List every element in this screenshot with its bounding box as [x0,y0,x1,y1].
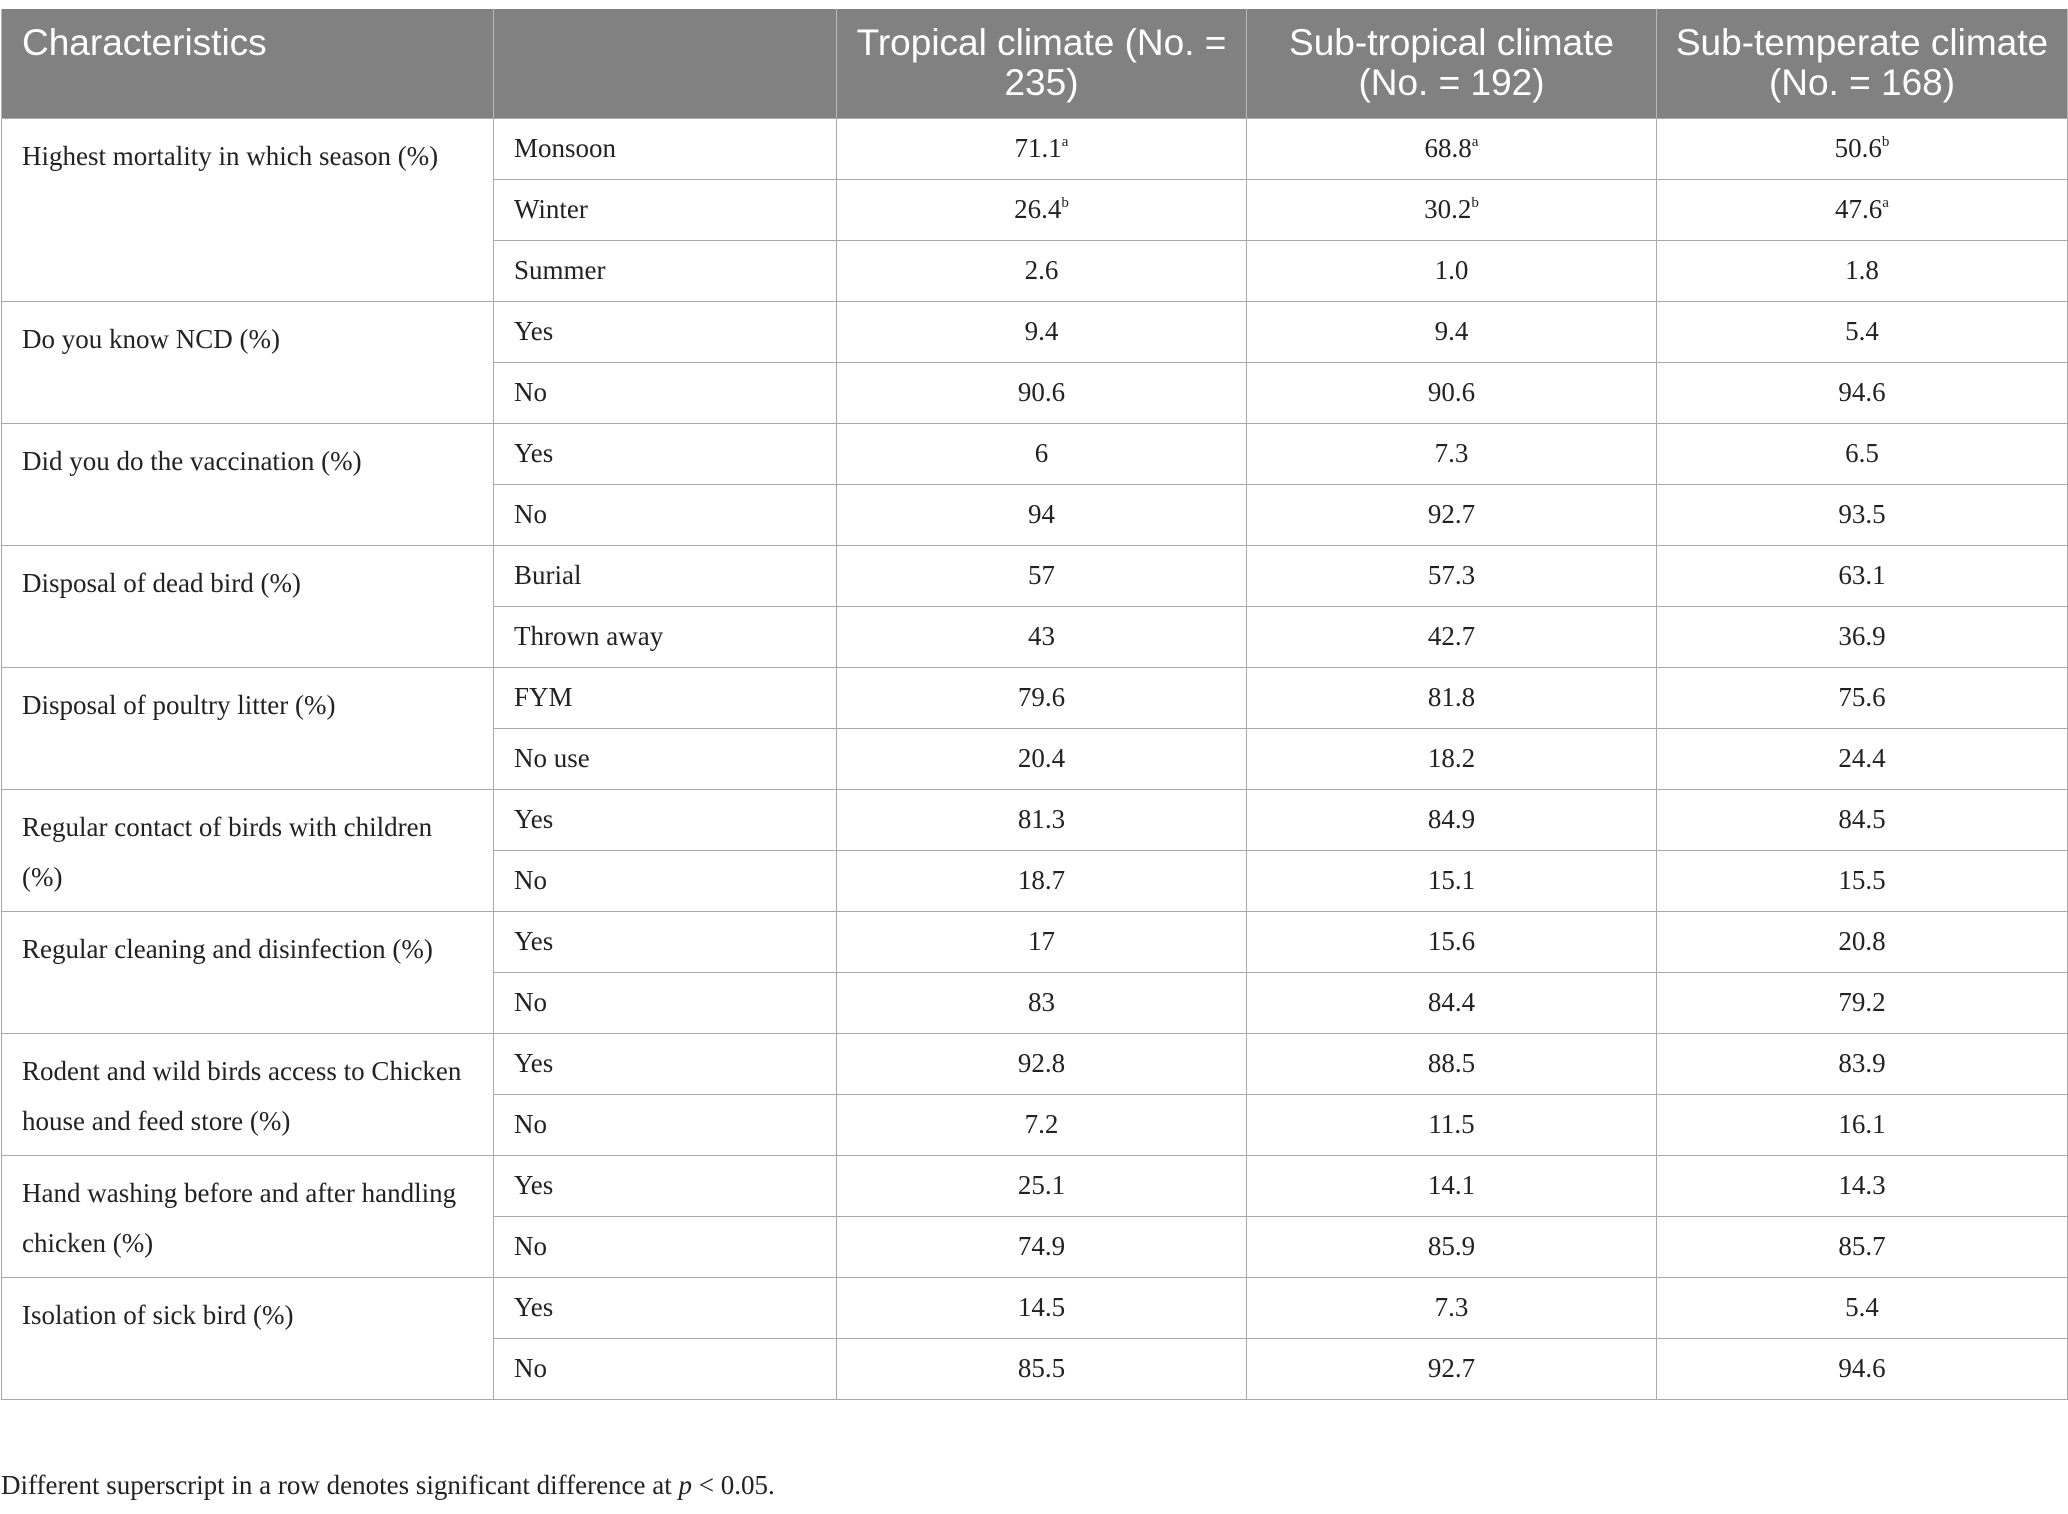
value-text: 90.6 [1427,377,1476,407]
table-row [2,1277,2068,1338]
option-cell: No [494,972,837,1033]
value-text: 79.2 [1838,987,1886,1017]
value-cell [837,545,1247,606]
value-cell [1247,423,1657,484]
table-row [2,667,2068,728]
value-text: 83 [1028,987,1055,1017]
value-cell [837,972,1247,1033]
value-cell [1657,1338,2068,1399]
value-text: 84.4 [1427,987,1476,1017]
option-cell: No [494,1094,837,1155]
value-cell [837,1033,1247,1094]
footnote-threshold: < 0.05. [692,1470,775,1500]
option-cell: Yes [494,423,837,484]
value-text: 92.8 [1017,1048,1066,1078]
value-cell [837,667,1247,728]
characteristic-cell: Disposal of dead bird (%) [2,545,494,667]
value-text: 42.7 [1427,621,1476,651]
option-cell: FYM [494,667,837,728]
value-cell [837,423,1247,484]
value-cell [837,789,1247,850]
table-row [2,118,2068,179]
characteristic-cell: Isolation of sick bird (%) [2,1277,494,1399]
value-cell [1657,972,2068,1033]
significance-superscript: b [1881,134,1890,150]
option-cell: Yes [494,911,837,972]
footnote [1,1470,775,1501]
option-cell: Monsoon [494,118,837,179]
value-cell [1657,240,2068,301]
value-text: 6 [1034,438,1049,468]
value-cell [1657,1033,2068,1094]
value-text: 15.6 [1427,926,1476,956]
table-body [2,118,2068,1399]
option-cell: Yes [494,1033,837,1094]
table-row [2,423,2068,484]
table-header [2,9,2068,118]
value-text: 94.6 [1838,1353,1886,1383]
option-cell: No [494,850,837,911]
value-text: 25.1 [1017,1170,1066,1200]
value-cell [837,1277,1247,1338]
value-text: 92.7 [1427,1353,1476,1383]
value-cell [1247,850,1657,911]
value-cell [1247,1033,1657,1094]
value-text: 90.6 [1017,377,1066,407]
value-text: 57 [1028,560,1055,590]
footnote-text: Different superscript in a row denotes significant difference at [1,1470,679,1500]
value-text: 81.8 [1427,682,1476,712]
footnote-p-value: p [678,1470,693,1500]
value-cell [1247,789,1657,850]
value-cell [1657,1216,2068,1277]
value-cell [1247,606,1657,667]
data-table [1,9,2068,1400]
option-cell: Thrown away [494,606,837,667]
value-cell [1657,118,2068,179]
option-cell: No [494,484,837,545]
value-text: 14.1 [1427,1170,1476,1200]
characteristic-cell: Regular contact of birds with children (%) [2,789,494,911]
value-cell [837,1216,1247,1277]
value-text: 7.3 [1434,1292,1469,1322]
value-cell [1657,1094,2068,1155]
value-cell [837,301,1247,362]
value-cell [1657,545,2068,606]
value-cell [1247,118,1657,179]
characteristic-cell: Do you know NCD (%) [2,301,494,423]
value-cell [1657,1277,2068,1338]
value-text: 5.4 [1845,316,1879,346]
value-text: 84.9 [1427,804,1476,834]
value-cell [1247,1338,1657,1399]
value-cell [837,179,1247,240]
value-text: 50.6 [1834,133,1882,163]
value-cell [1657,179,2068,240]
value-text: 24.4 [1838,743,1886,773]
value-text: 47.6 [1835,194,1883,224]
value-cell [837,240,1247,301]
value-cell [1247,911,1657,972]
value-text: 15.1 [1427,865,1476,895]
option-cell: Winter [494,179,837,240]
value-cell [1657,423,2068,484]
value-text: 43 [1028,621,1055,651]
characteristic-cell: Highest mortality in which season (%) [2,118,494,301]
option-cell: No [494,1338,837,1399]
value-text: 16.1 [1838,1109,1886,1139]
value-cell [1247,179,1657,240]
value-cell [837,606,1247,667]
value-text: 15.5 [1838,865,1886,895]
value-cell [837,850,1247,911]
characteristic-cell: Did you do the vaccination (%) [2,423,494,545]
option-cell: Summer [494,240,837,301]
value-cell [837,118,1247,179]
value-cell [837,911,1247,972]
option-cell: Yes [494,1277,837,1338]
value-text: 2.6 [1024,255,1059,285]
value-cell [1247,728,1657,789]
value-cell [1247,484,1657,545]
value-cell [1247,1155,1657,1216]
header-characteristics: Characteristics [2,9,494,118]
value-text: 74.9 [1017,1231,1066,1261]
value-cell [1657,606,2068,667]
value-text: 30.2 [1424,194,1472,224]
characteristic-cell: Hand washing before and after handling chicken (%) [2,1155,494,1277]
value-cell [837,728,1247,789]
value-text: 18.7 [1017,865,1066,895]
value-cell [837,1094,1247,1155]
option-cell: No [494,1216,837,1277]
value-cell [837,1338,1247,1399]
value-text: 7.2 [1024,1109,1059,1139]
option-cell: Yes [494,1155,837,1216]
header-option [494,9,837,118]
value-text: 68.8 [1424,133,1472,163]
value-text: 85.5 [1017,1353,1066,1383]
value-cell [837,484,1247,545]
value-cell [1657,789,2068,850]
option-cell: No use [494,728,837,789]
value-text: 75.6 [1838,682,1886,712]
value-cell [1247,1094,1657,1155]
significance-superscript: a [1882,195,1889,211]
value-text: 85.7 [1838,1231,1886,1261]
value-text: 20.4 [1017,743,1066,773]
value-text: 9.4 [1434,316,1469,346]
table-row [2,301,2068,362]
significance-superscript: a [1061,134,1069,150]
value-text: 1.8 [1845,255,1879,285]
value-text: 17 [1028,926,1055,956]
value-text: 81.3 [1017,804,1066,834]
characteristic-cell: Rodent and wild birds access to Chicken house and feed store (%) [2,1033,494,1155]
table-row [2,789,2068,850]
option-cell: No [494,362,837,423]
value-text: 6.5 [1845,438,1879,468]
value-cell [1657,850,2068,911]
value-text: 26.4 [1014,194,1062,224]
value-cell [1657,301,2068,362]
value-text: 11.5 [1428,1109,1475,1139]
value-text: 79.6 [1017,682,1066,712]
characteristic-cell: Disposal of poultry litter (%) [2,667,494,789]
value-cell [1247,545,1657,606]
characteristic-cell: Regular cleaning and disinfection (%) [2,911,494,1033]
value-cell [837,362,1247,423]
table-row [2,1033,2068,1094]
table-row [2,545,2068,606]
value-text: 18.2 [1427,743,1476,773]
option-cell: Burial [494,545,837,606]
value-cell [1247,301,1657,362]
header-sub-temperate: Sub-temperate climate (No. = 168) [1657,9,2068,118]
value-text: 92.7 [1427,499,1476,529]
value-cell [1247,240,1657,301]
table-row [2,911,2068,972]
significance-superscript: b [1471,195,1479,211]
value-text: 36.9 [1838,621,1886,651]
value-cell [1657,362,2068,423]
value-text: 83.9 [1838,1048,1886,1078]
value-text: 57.3 [1427,560,1476,590]
value-text: 85.9 [1427,1231,1476,1261]
value-text: 94.6 [1838,377,1886,407]
value-text: 9.4 [1024,316,1059,346]
value-text: 71.1 [1014,133,1062,163]
value-cell [1657,911,2068,972]
header-row [2,9,2068,118]
header-sub-tropical: Sub-tropical climate (No. = 192) [1247,9,1657,118]
value-cell [1247,667,1657,728]
significance-superscript: a [1471,134,1479,150]
value-text: 14.5 [1017,1292,1066,1322]
option-cell: Yes [494,301,837,362]
value-text: 14.3 [1838,1170,1886,1200]
value-cell [1657,1155,2068,1216]
value-cell [1247,972,1657,1033]
value-text: 93.5 [1838,499,1886,529]
value-text: 94 [1028,499,1055,529]
value-cell [1247,1216,1657,1277]
value-text: 1.0 [1434,255,1469,285]
value-cell [1247,1277,1657,1338]
value-text: 20.8 [1838,926,1886,956]
significance-superscript: b [1061,195,1069,211]
value-cell [837,1155,1247,1216]
value-text: 5.4 [1845,1292,1879,1322]
value-cell [1657,484,2068,545]
value-text: 88.5 [1427,1048,1476,1078]
value-text: 84.5 [1838,804,1886,834]
value-cell [1247,362,1657,423]
value-text: 63.1 [1838,560,1886,590]
value-cell [1657,667,2068,728]
option-cell: Yes [494,789,837,850]
table-row [2,1155,2068,1216]
value-cell [1657,728,2068,789]
header-tropical: Tropical climate (No. = 235) [837,9,1247,118]
value-text: 7.3 [1434,438,1469,468]
